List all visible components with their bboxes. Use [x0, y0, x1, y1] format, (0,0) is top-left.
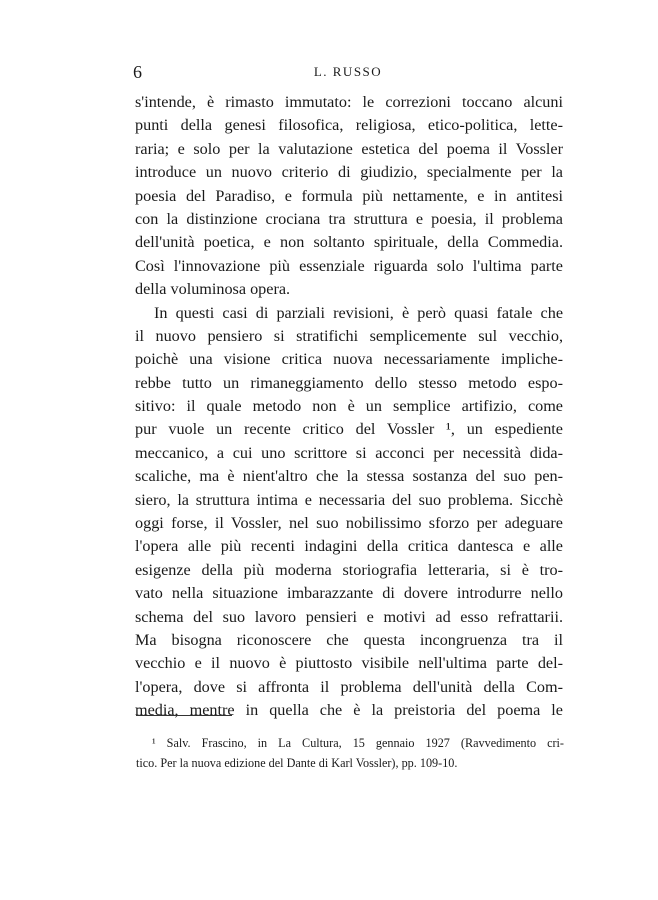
text-line: oggi forse, il Vossler, nel suo nobilissimo sforzo per adeguare	[135, 514, 563, 533]
text-line: esigenze della più moderna storiografia letteraria, si è tro-	[135, 560, 563, 579]
text-line: In questi casi di parziali revisioni, è però quasi fatale che	[154, 303, 563, 322]
text-line: rebbe tutto un rimaneggiamento dello stesso metodo espo-	[135, 373, 563, 392]
text-line: media, mentre in quella che è la preistoria del poema le	[135, 701, 563, 720]
text-line: siero, la struttura intima e necessaria del suo problema. Sicchè	[135, 490, 563, 509]
text-line: poichè una visione critica nuova necessariamente impliche-	[135, 350, 563, 369]
footnote	[136, 733, 564, 773]
running-head	[133, 62, 563, 86]
text-line: punti della genesi filosofica, religiosa, etico-politica, lette-	[135, 116, 563, 135]
footnote-line: tico. Per la nuova edizione del Dante di Karl Vossler), pp. 109-10.	[136, 756, 458, 770]
text-line: dell'unità poetica, e non soltanto spirituale, della Commedia.	[135, 233, 563, 252]
text-line: scaliche, ma è nient'altro che la stessa sostanza del suo pen-	[135, 467, 563, 486]
text-line: l'opera, dove si affronta il problema dell'unità della Com-	[135, 677, 563, 696]
text-line: Così l'innovazione più essenziale riguarda solo l'ultima parte	[135, 256, 563, 275]
text-line: s'intende, è rimasto immutato: le correzioni toccano alcuni	[135, 93, 563, 111]
running-head-author: L. RUSSO	[313, 64, 383, 79]
text-line: il nuovo pensiero si stratifichi semplicemente sul vecchio,	[135, 326, 563, 345]
footnote-line: ¹ Salv. Frascino, in La Cultura, 15 gennaio 1927 (Ravvedimento cri-	[152, 736, 564, 750]
text-line: vecchio e il nuovo è piuttosto visibile nell'ultima parte del-	[135, 654, 563, 673]
text-line: l'opera alle più recenti indagini della critica dantesca e alle	[135, 537, 563, 556]
text-line: poesia del Paradiso, e formula più nettamente, e in antitesi	[135, 186, 563, 205]
text-line: con la distinzione crociana tra struttura e poesia, il problema	[135, 209, 563, 228]
text-line: Ma bisogna riconoscere che questa incongruenza tra il	[135, 630, 563, 649]
text-line: sitivo: il quale metodo non è un semplice artifizio, come	[135, 397, 563, 416]
text-line: della voluminosa opera.	[135, 280, 291, 299]
text-line: pur vuole un recente critico del Vossler ¹, un espediente	[135, 420, 563, 439]
text-line: schema del suo lavoro pensieri e motivi ad esso refrattarii.	[135, 607, 563, 626]
page-number: 6	[133, 62, 142, 82]
body-text	[135, 91, 563, 723]
text-line: introduce un nuovo criterio di giudizio, specialmente per la	[135, 163, 563, 182]
footnote-divider	[136, 715, 232, 716]
text-line: vato nella situazione imbarazzante di dovere introdurre nello	[135, 584, 563, 603]
text-line: raria; e solo per la valutazione estetica del poema il Vossler	[135, 139, 563, 158]
text-line: meccanico, a cui uno scrittore si acconci per necessità dida-	[135, 443, 563, 462]
